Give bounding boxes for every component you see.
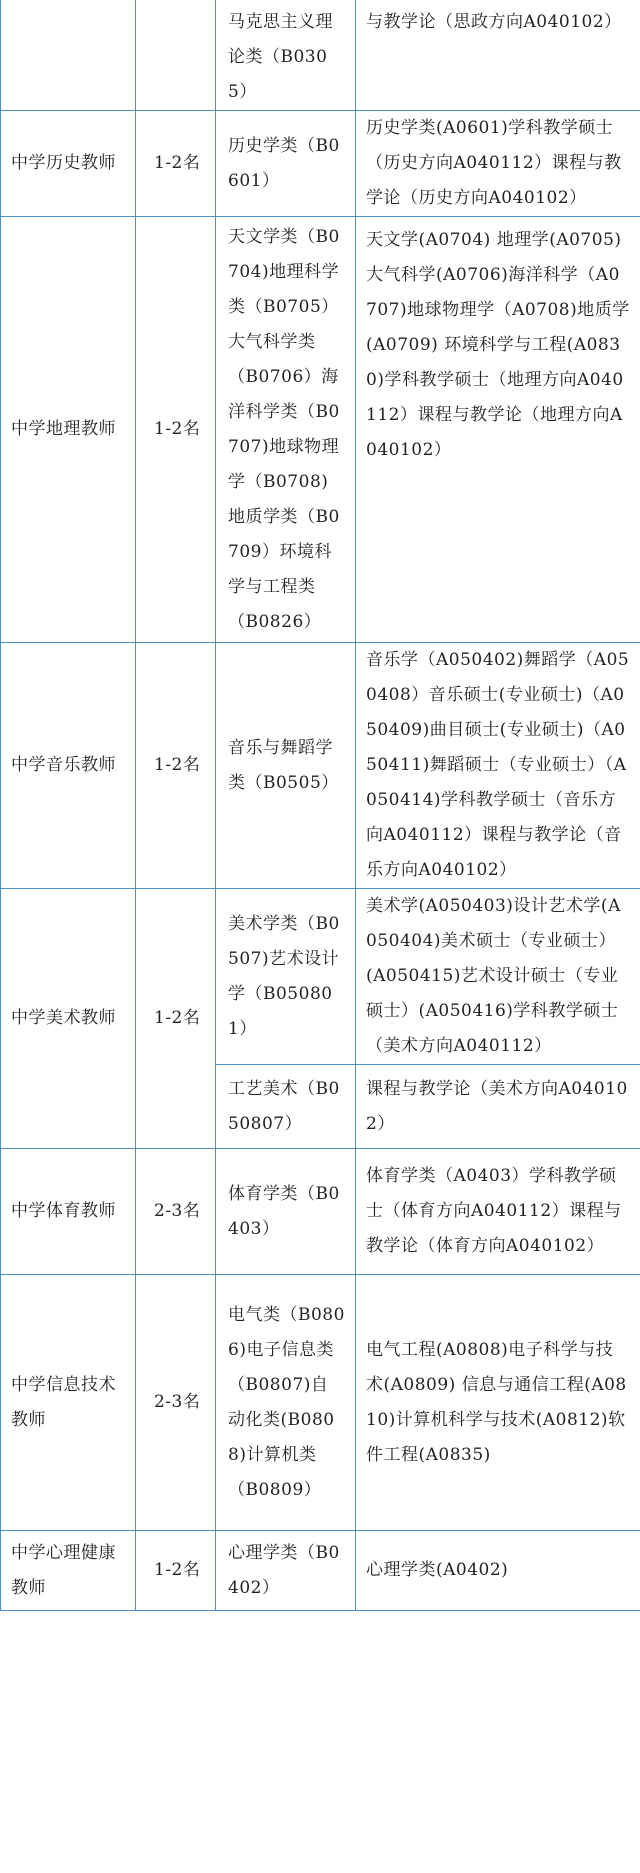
table-row [1, 1275, 640, 1531]
number-cell [136, 0, 216, 111]
post-cell: 中学信息技术教师 [1, 1275, 136, 1531]
postgrad-major-cell: 课程与教学论（美术方向A040102） [356, 1065, 640, 1149]
undergrad-major-cell: 音乐与舞蹈学类（B0505） [216, 643, 356, 889]
number-cell: 1-2名 [136, 111, 216, 217]
bottom-whitespace [0, 1800, 640, 1873]
post-cell: 中学体育教师 [1, 1149, 136, 1275]
postgrad-major-cell: 天文学(A0704) 地理学(A0705)大气科学(A0706)海洋科学（A0707)地球物理学（A0708)地质学(A0709) 环境科学与工程(A0830)学科教学硕士（地理方向A040112）课程与教学论（地理方向A040102） [356, 217, 640, 643]
post-cell: 中学音乐教师 [1, 643, 136, 889]
table-row [1, 217, 640, 643]
number-cell: 1-2名 [136, 1531, 216, 1611]
postgrad-major-cell: 与教学论（思政方向A040102） [356, 0, 640, 111]
number-cell: 1-2名 [136, 643, 216, 889]
postgrad-major-cell: 历史学类(A0601)学科教学硕士（历史方向A040112）课程与教学论（历史方向A040102） [356, 111, 640, 217]
number-cell: 2-3名 [136, 1275, 216, 1531]
table-row [1, 1531, 640, 1611]
table-row [1, 111, 640, 217]
undergrad-major-cell: 心理学类（B0402） [216, 1531, 356, 1611]
undergrad-major-cell: 美术学类（B0507)艺术设计学（B050801） [216, 889, 356, 1065]
post-cell: 中学心理健康教师 [1, 1531, 136, 1611]
postgrad-major-cell: 心理学类(A0402) [356, 1531, 640, 1611]
number-cell: 2-3名 [136, 1149, 216, 1275]
table-row [1, 0, 640, 111]
post-cell: 中学美术教师 [1, 889, 136, 1149]
table-row [1, 643, 640, 889]
postgrad-major-cell: 美术学(A050403)设计艺术学(A050404)美术硕士（专业硕士）(A050415)艺术设计硕士（专业硕士）(A050416)学科教学硕士（美术方向A040112） [356, 889, 640, 1065]
number-cell: 1-2名 [136, 889, 216, 1149]
post-cell: 中学历史教师 [1, 111, 136, 217]
post-cell [1, 0, 136, 111]
postgrad-major-cell: 电气工程(A0808)电子科学与技术(A0809) 信息与通信工程(A0810)计算机科学与技术(A0812)软件工程(A0835) [356, 1275, 640, 1531]
post-cell: 中学地理教师 [1, 217, 136, 643]
table-row [1, 889, 640, 1065]
undergrad-major-cell: 工艺美术（B050807） [216, 1065, 356, 1149]
undergrad-major-cell: 电气类（B0806)电子信息类（B0807)自动化类(B0808)计算机类（B0809） [216, 1275, 356, 1531]
undergrad-major-cell: 历史学类（B0601） [216, 111, 356, 217]
table-row [1, 1149, 640, 1275]
postgrad-major-cell: 音乐学（A050402)舞蹈学（A050408）音乐硕士(专业硕士)（A050409)曲目硕士(专业硕士)（A050411)舞蹈硕士（专业硕士）（A050414)学科教学硕士（音乐方向A040112）课程与教学论（音乐方向A040102） [356, 643, 640, 889]
undergrad-major-cell: 天文学类（B0704)地理科学类（B0705）大气科学类（B0706）海洋科学类（B0707)地球物理学（B0708)地质学类（B0709）环境科学与工程类（B0826） [216, 217, 356, 643]
postgrad-major-cell: 体育学类（A0403）学科教学硕士（体育方向A040112）课程与教学论（体育方向A040102） [356, 1149, 640, 1275]
undergrad-major-cell: 体育学类（B0403） [216, 1149, 356, 1275]
undergrad-major-cell: 马克思主义理论类（B0305） [216, 0, 356, 111]
number-cell: 1-2名 [136, 217, 216, 643]
